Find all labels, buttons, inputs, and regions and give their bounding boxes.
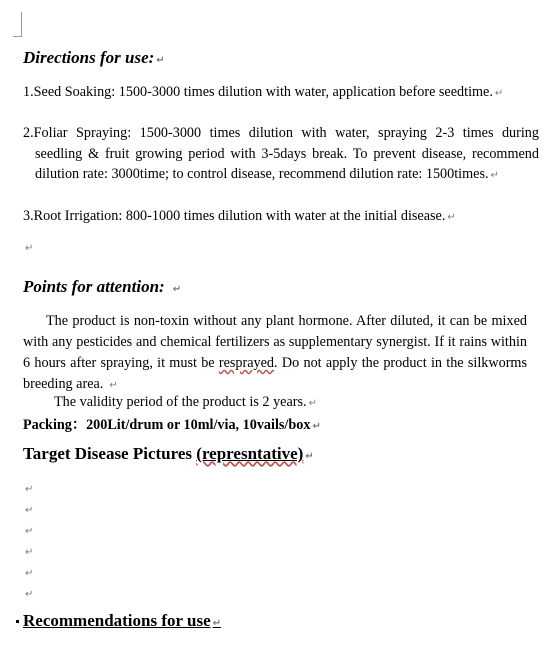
paragraph-mark-icon: ↵: [312, 421, 321, 432]
paragraph-mark-icon: ↵: [308, 398, 317, 409]
paragraph-mark-icon: ↵: [172, 284, 182, 295]
attention-heading: Points for attention: ↵: [23, 277, 182, 296]
paragraph-mark-icon: ↵: [305, 451, 314, 462]
paragraph-mark-icon: ↵: [447, 212, 456, 223]
paragraph-mark-icon: ↵: [25, 484, 34, 495]
empty-paragraph: [23, 500, 33, 518]
directions-item-3: 3.Root Irrigation: 800-1000 times dilution with water at the initial disease. ↵: [23, 208, 456, 224]
directions-heading: Directions for use: ↵: [23, 48, 165, 67]
paragraph-mark-icon: ↵: [25, 589, 34, 600]
directions-item-1: 1.Seed Soaking: 1500-3000 times dilution with water, application before seedtime. ↵: [23, 84, 504, 100]
paragraph-mark-icon: ↵: [490, 170, 499, 181]
paragraph-mark-icon: ↵: [212, 618, 222, 629]
validity-line: The validity period of the product is 2 years. ↵: [54, 394, 317, 410]
list-bullet-icon: [16, 620, 19, 623]
empty-paragraph: [23, 521, 33, 539]
recommendations-heading: Recommendations for use ↵: [23, 611, 222, 630]
empty-paragraph: [23, 238, 33, 256]
empty-paragraph: [23, 563, 33, 581]
empty-paragraph: [23, 479, 33, 497]
paragraph-mark-icon: ↵: [494, 88, 504, 99]
empty-paragraph: [23, 584, 33, 602]
page-corner-mark: [13, 12, 22, 37]
underlined-word: (represntative): [196, 444, 304, 463]
attention-paragraph: The product is non-toxin without any plant hormone. After diluted, it can be mixed with any pesticides and chemical fertilizers as supplementary synergist. If it rains within 6 hours after spraying, it must be resprayed. Do not apply the product in the silkworms breeding area. ↵: [23, 313, 527, 392]
paragraph-mark-icon: ↵: [25, 505, 34, 516]
paragraph-mark-icon: ↵: [25, 547, 34, 558]
paragraph-mark-icon: ↵: [25, 243, 34, 254]
directions-item-2: 2.Foliar Spraying: 1500-3000 times dilution with water, spraying 2-3 times during seedling & fruit growing period with 3-5days break. To prevent disease, recommend dilution rate: 3000time; to control disease, recommend dilution rate: 1500times. ↵: [23, 125, 539, 182]
paragraph-mark-icon: ↵: [109, 380, 118, 391]
empty-paragraph: [23, 542, 33, 560]
spelling-flagged-word: resprayed: [218, 355, 275, 371]
paragraph-mark-icon: ↵: [25, 568, 34, 579]
paragraph-mark-icon: ↵: [25, 526, 34, 537]
packing-line: Packing：200Lit/drum or 10ml/via, 10vails/box ↵: [23, 417, 321, 433]
target-disease-heading: Target Disease Pictures (represntative) ↵: [23, 444, 314, 463]
paragraph-mark-icon: ↵: [156, 55, 165, 66]
